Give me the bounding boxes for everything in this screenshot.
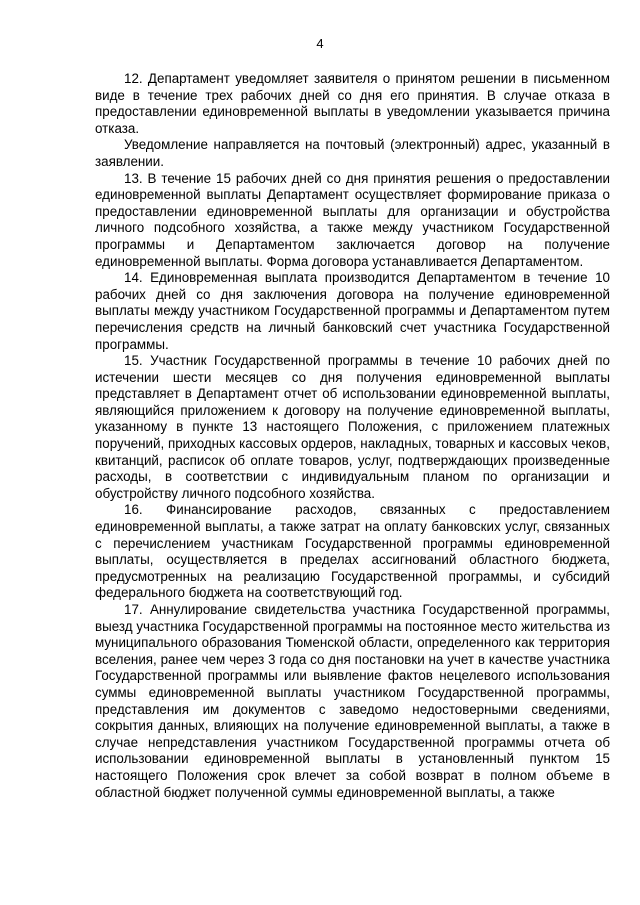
page-number: 4 bbox=[316, 36, 324, 51]
paragraph-17: 17. Аннулирование свидетельства участника Государственной программы, выезд участника Государственной программы на постоянное место жительства из муниципального образования Тюменской области, определенного как территория вселения, ранее чем через 3 года со дня постановки на учет в качестве участника Государственной программы или выявление фактов нецелевого использования суммы единовременной выплаты участником Государственной программы, представления им документов с заведомо недостоверными сведениями, сокрытия данных, влияющих на получение единовременной выплаты, а также в случае непредставления участником Государственной программы отчета об использовании единовременной выплаты в установленный пунктом 15 настоящего Положения срок влечет за собой возврат в полном объеме в областной бюджет полученной суммы единовременной выплаты, а также bbox=[95, 602, 610, 800]
paragraph-16: 16. Финансирование расходов, связанных с предоставлением единовременной выплаты, а также затрат на оплату банковских услуг, связанных с перечислением участникам Государственной программы единовременной выплаты, осуществляется в пределах ассигнований областного бюджета, предусмотренных на реализацию Государственной программы, и субсидий федерального бюджета на соответствующий год. bbox=[95, 502, 610, 601]
paragraph-15: 15. Участник Государственной программы в течение 10 рабочих дней по истечении шести месяцев со дня получения единовременной выплаты представляет в Департамент отчет об использовании единовременной выплаты, являющийся приложением к договору на получение единовременной выплаты, указанному в пункте 13 настоящего Положения, с приложением платежных поручений, приходных кассовых ордеров, накладных, товарных и кассовых чеков, квитанций, расписок об оплате товаров, услуг, подтверждающих произведенные расходы, в соответствии с индивидуальным планом по организации и обустройству личного подсобного хозяйства. bbox=[95, 353, 610, 501]
document-body bbox=[95, 71, 610, 801]
paragraph-notification: Уведомление направляется на почтовый (электронный) адрес, указанный в заявлении. bbox=[95, 137, 610, 169]
paragraph-12: 12. Департамент уведомляет заявителя о принятом решении в письменном виде в течение трех рабочих дней со дня его принятия. В случае отказа в предоставлении единовременной выплаты в уведомлении указывается причина отказа. bbox=[95, 71, 610, 136]
paragraph-14: 14. Единовременная выплата производится Департаментом в течение 10 рабочих дней со дня заключения договора на получение единовременной выплаты между участником Государственной программы и Департаментом путем перечисления средств на личный банковский счет участника Государственной программы. bbox=[95, 270, 610, 352]
paragraph-13: 13. В течение 15 рабочих дней со дня принятия решения о предоставлении единовременной выплаты Департамент осуществляет формирование приказа о предоставлении единовременной выплаты для организации и обустройства личного подсобного хозяйства, а также между участником Государственной программы и Департаментом заключается договор на получение единовременной выплаты. Форма договора устанавливается Департаментом. bbox=[95, 170, 610, 269]
